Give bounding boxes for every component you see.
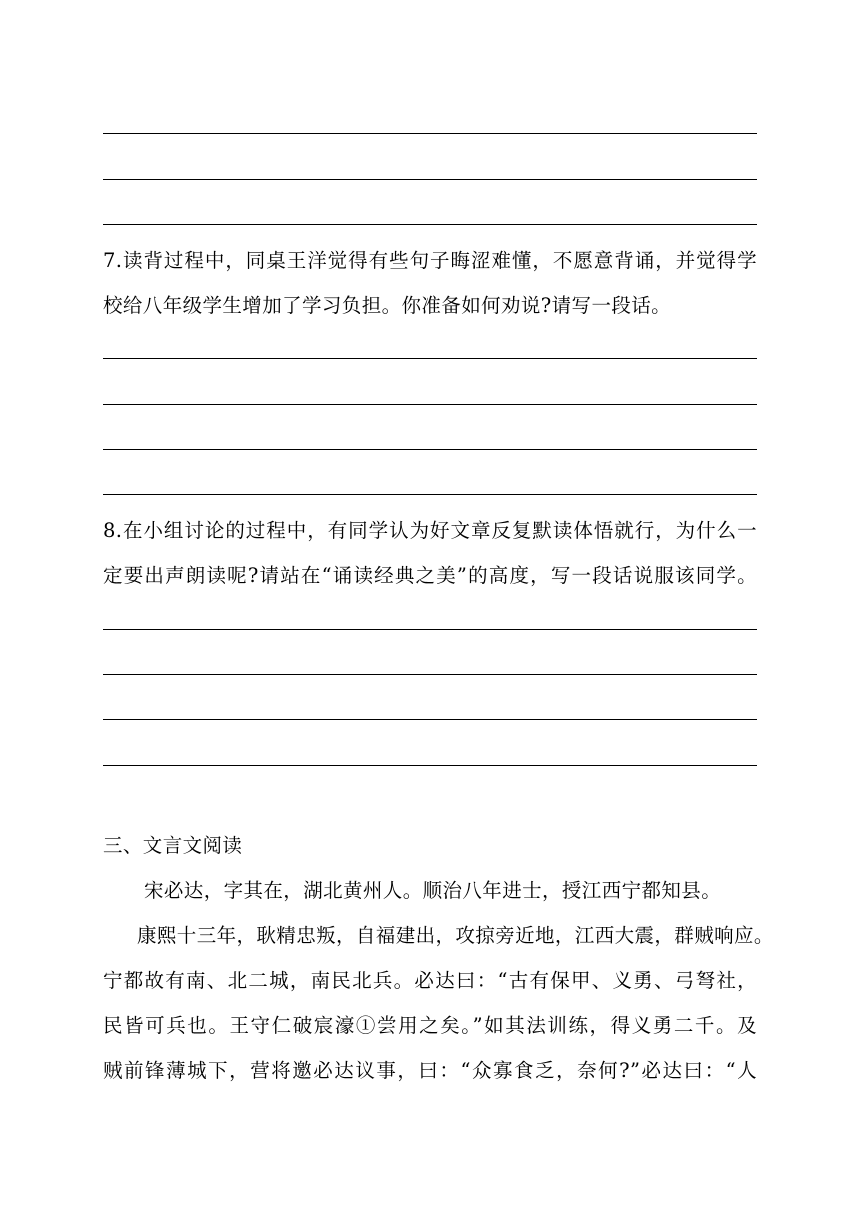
- answer-line: [103, 224, 757, 225]
- answer-line: [103, 179, 757, 180]
- question-7-line-1: 7.读背过程中，同桌王洋觉得有些句子晦涩难懂，不愿意背诵，并觉得学: [103, 249, 757, 272]
- answer-line: [103, 674, 757, 675]
- answer-line: [103, 719, 757, 720]
- passage-paragraph-2-line-3: 民皆可兵也。王守仁破宸濠①尝用之矣。”如其法训练，得义勇二千。及: [103, 1014, 757, 1037]
- question-8-line-1: 8.在小组讨论的过程中，有同学认为好文章反复默读体悟就行，为什么一: [103, 519, 757, 542]
- passage-paragraph-2-line-1: 康熙十三年，耿精忠叛，自福建出，攻掠旁近地，江西大震，群贼响应。: [137, 924, 774, 947]
- answer-line: [103, 133, 757, 134]
- passage-paragraph-2-line-2: 宁都故有南、北二城，南民北兵。必达曰：“古有保甲、义勇、弓弩社，: [103, 969, 757, 992]
- section-heading: 三、文言文阅读: [103, 834, 243, 857]
- answer-line: [103, 404, 757, 405]
- answer-line: [103, 494, 757, 495]
- question-8-line-2: 定要出声朗读呢?请站在“诵读经典之美”的高度，写一段话说服该同学。: [103, 564, 757, 587]
- answer-line: [103, 765, 757, 766]
- passage-paragraph-2-line-4: 贼前锋薄城下，营将邀必达议事，曰：“众寡食乏，奈何?”必达曰：“人: [103, 1059, 757, 1082]
- answer-line: [103, 629, 757, 630]
- question-7-line-2: 校给八年级学生增加了学习负担。你准备如何劝说?请写一段话。: [103, 294, 672, 317]
- passage-paragraph-1: 宋必达，字其在，湖北黄州人。顺治八年进士，授江西宁都知县。: [144, 879, 722, 902]
- answer-line: [103, 449, 757, 450]
- answer-line: [103, 358, 757, 359]
